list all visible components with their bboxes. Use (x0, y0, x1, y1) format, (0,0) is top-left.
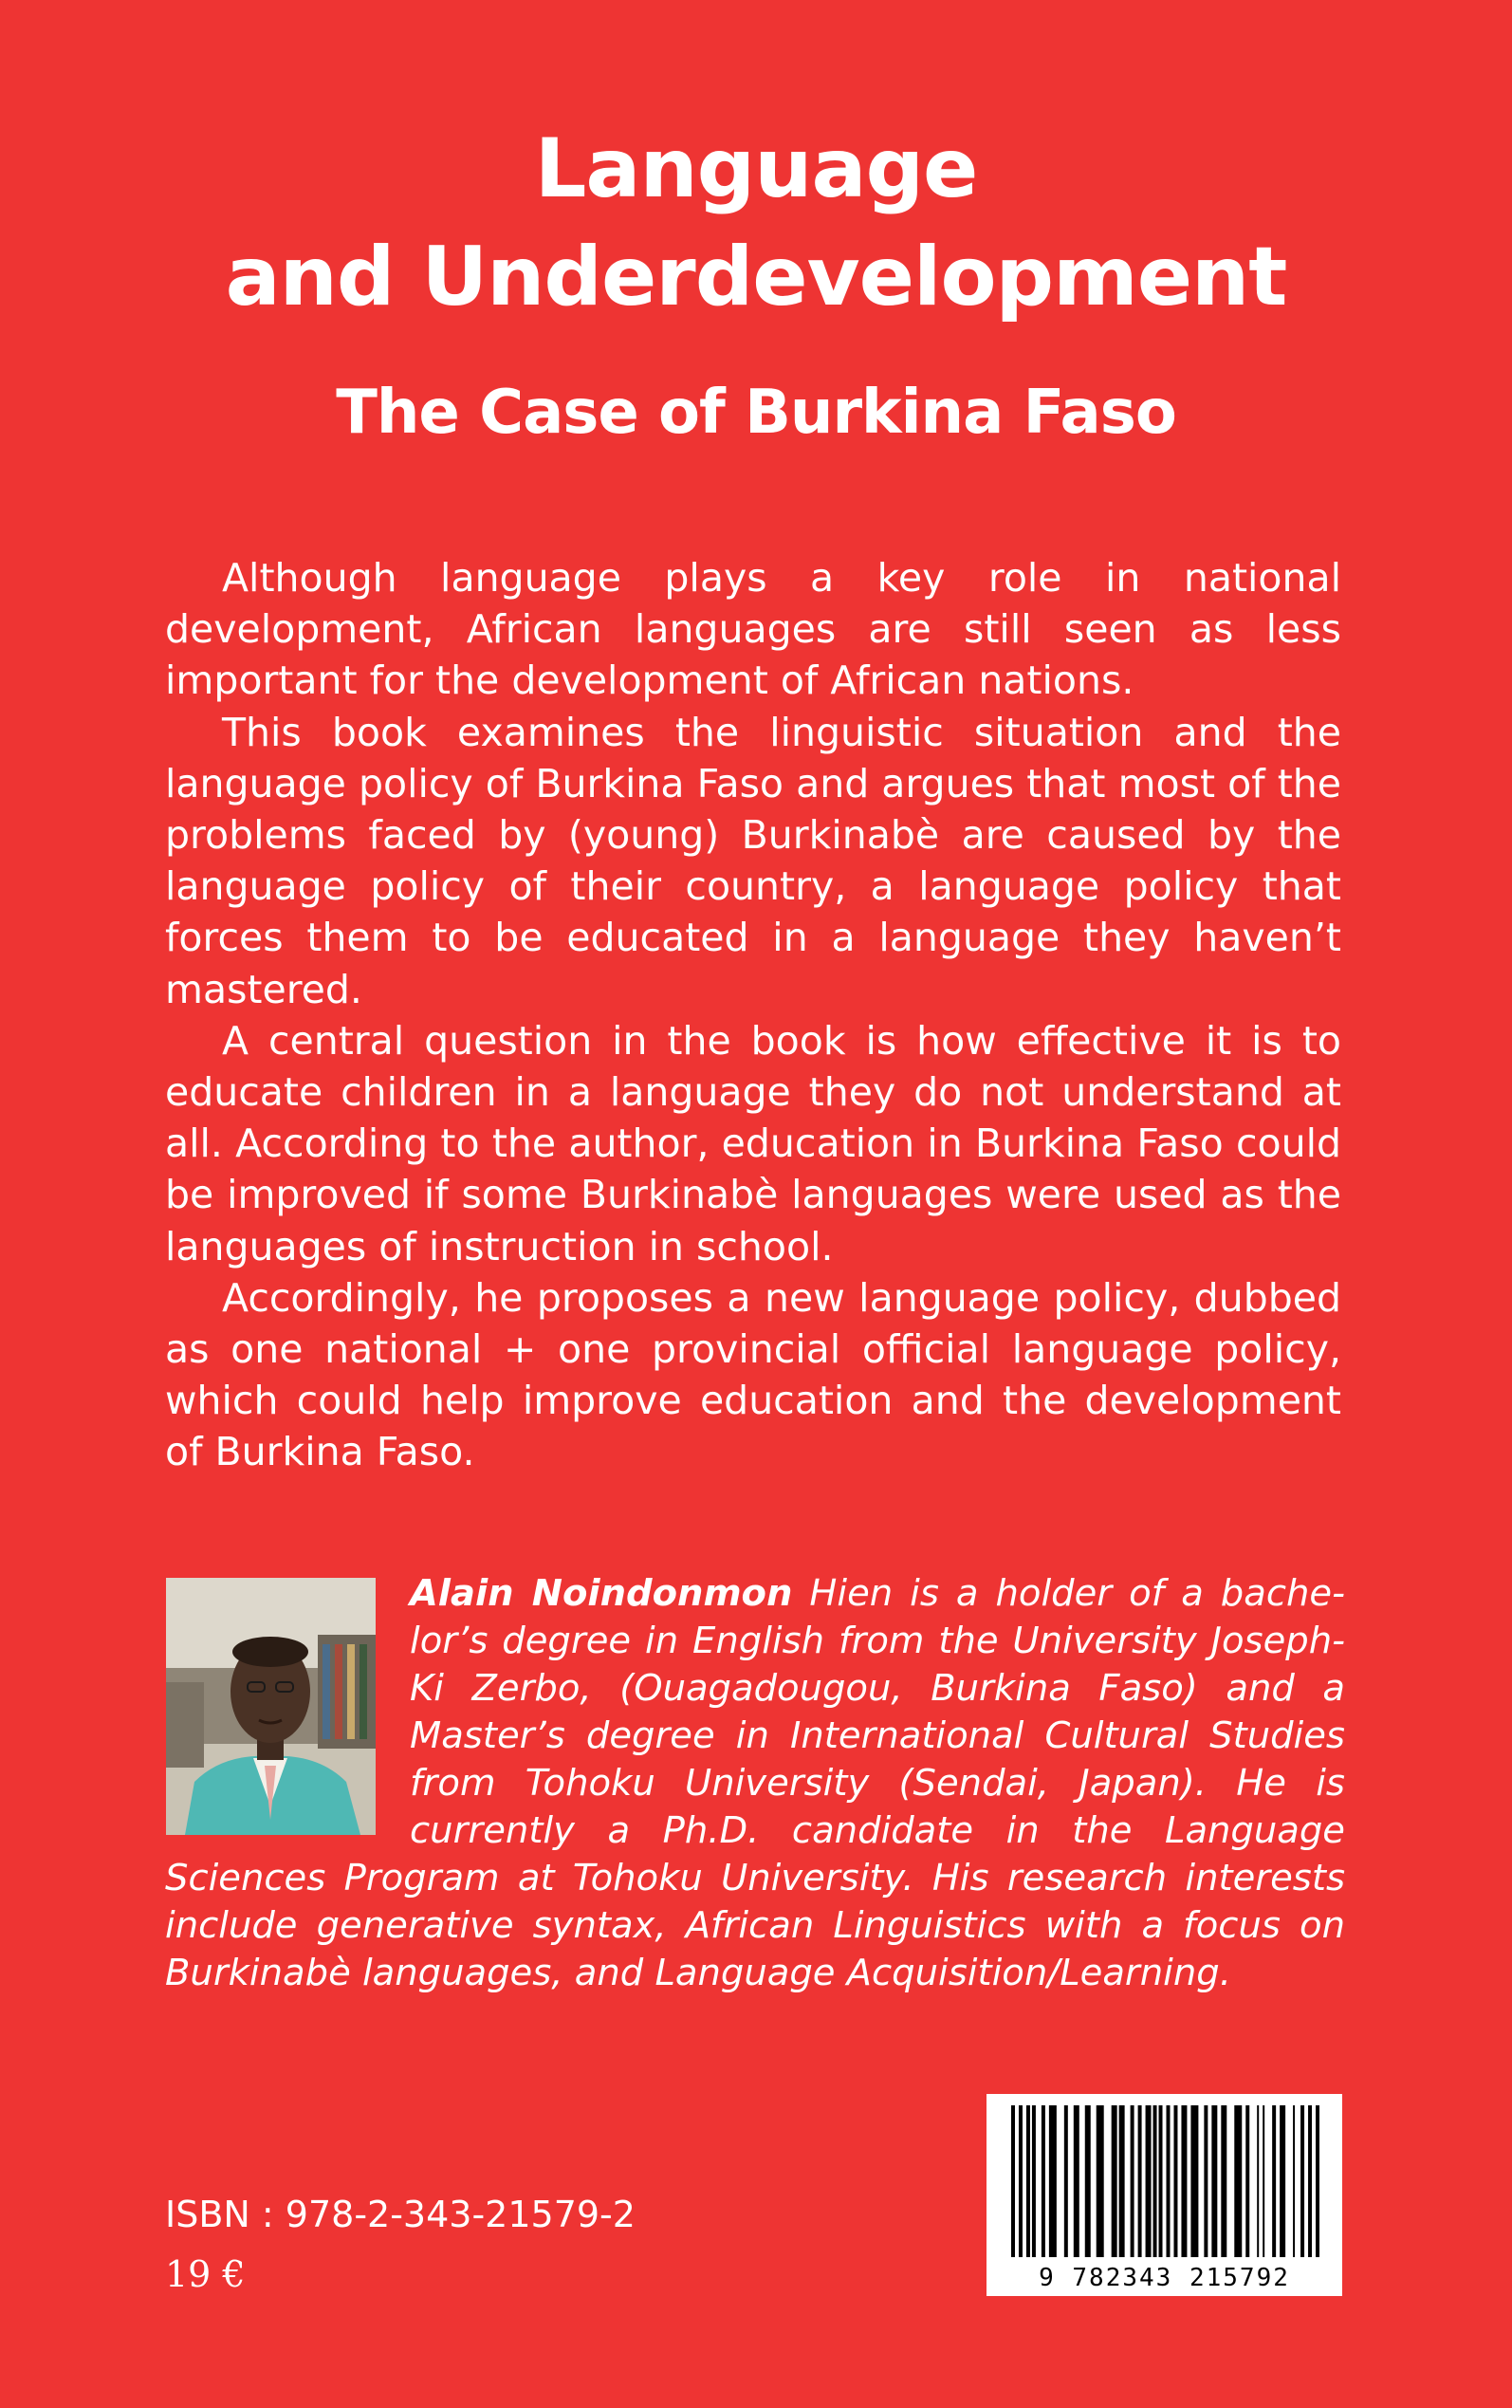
barcode-bar (1042, 2105, 1045, 2257)
barcode-bar (1085, 2105, 1091, 2257)
book-title-line-2: and Underdevelopment (225, 230, 1287, 324)
photo-spacer (165, 1570, 410, 1855)
barcode-bar (1026, 2105, 1030, 2257)
barcode-bar (1263, 2105, 1264, 2257)
blurb-paragraph-1: Although language plays a key role in national development, African languages are still seen as less important for the development of African nations. (165, 555, 1341, 704)
barcode-bar (1153, 2105, 1157, 2257)
barcode-bar (1131, 2105, 1134, 2257)
barcode-bar (1204, 2105, 1208, 2257)
barcode-bar (1138, 2105, 1142, 2257)
barcode-bar (1190, 2105, 1198, 2257)
barcode-bar (1257, 2105, 1259, 2257)
blurb-paragraph-3: A central question in the book is how effective it is to educate children in a language they do not understand at all. According to the author, education in Burkina Faso could be improved if some Burkinabè languages were used as the languages of instruction in school. (165, 1017, 1341, 1269)
author-bio-text: Hien is a holder of a bachelor’s degree in English from the University Joseph-Ki Zerbo, (Ouagadougou, Burkina Faso) and a Master’s degree in International Cultural Studies from Tohoku University (Sendai, Japan). He is currently a Ph.D. candidate in the Language Sciences Program at Tohoku University. His research interests include generative syntax, African Linguistics with a focus on Burkinabè languages, and Language Acquisition/Learning. (165, 1572, 1346, 1994)
barcode-bar (1032, 2105, 1036, 2257)
price-label: 19 € (165, 2253, 246, 2295)
barcode-bar (1064, 2105, 1068, 2257)
author-bio (165, 1570, 1345, 1997)
barcode-bar (1234, 2105, 1242, 2257)
barcode-bar (1181, 2105, 1187, 2257)
barcode-bar (1159, 2105, 1163, 2257)
barcode-bar (1011, 2105, 1015, 2257)
barcode-bar (1211, 2105, 1217, 2257)
barcode-bar (1119, 2105, 1125, 2257)
barcode-bar (1049, 2105, 1057, 2257)
barcode-bar (1316, 2105, 1319, 2257)
book-title-line-1: Language (534, 121, 978, 216)
barcode-bar (1221, 2105, 1226, 2257)
barcode-bar (1300, 2105, 1304, 2257)
barcode-bar (1097, 2105, 1104, 2257)
barcode-bar (1272, 2105, 1276, 2257)
barcode-bar (1308, 2105, 1312, 2257)
barcode-bar (1074, 2105, 1079, 2257)
barcode-bar (1146, 2105, 1152, 2257)
blurb-paragraph-4: Accordingly, he proposes a new language policy, dubbed as one national + one provincial official language policy, which could help improve education and the development of Burkina Faso. (165, 1274, 1341, 1475)
barcode-bar (1293, 2105, 1295, 2257)
barcode-bar (1280, 2105, 1285, 2257)
book-blurb (165, 552, 1341, 1478)
barcode-number: 9 782343 215792 (1039, 2264, 1290, 2292)
barcode-bar (1019, 2105, 1023, 2257)
barcode-bar (1112, 2105, 1117, 2257)
blurb-paragraph-2: This book examines the linguistic situation and the language policy of Burkina Faso and argues that most of the problems faced by (young) Burkinabè are caused by the language policy of their country, a language policy that forces them to be educated in a language they haven’t mastered. (165, 709, 1341, 1012)
barcode-bar (1245, 2105, 1249, 2257)
barcode-bar (1167, 2105, 1171, 2257)
barcode (986, 2094, 1342, 2296)
isbn-label: ISBN : 978-2-343-21579-2 (165, 2194, 636, 2235)
barcode-bar (1173, 2105, 1177, 2257)
book-subtitle: The Case of Burkina Faso (336, 378, 1176, 448)
author-name: Alain Noindonmon (410, 1572, 793, 1615)
